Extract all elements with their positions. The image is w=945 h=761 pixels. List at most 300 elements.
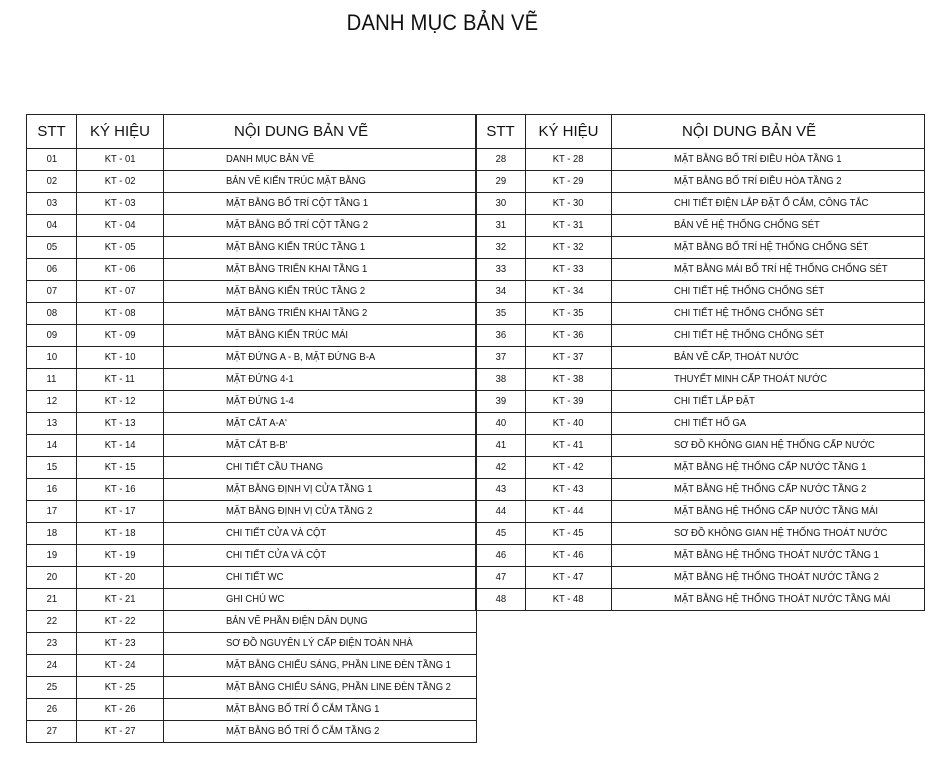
row-stt-cell (27, 721, 77, 743)
row-content: CHI TIẾT CỬA VÀ CỘT (226, 527, 327, 539)
row-content: SƠ ĐỒ NGUYÊN LÝ CẤP ĐIỆN TOÀN NHÀ (226, 637, 413, 649)
row-content: GHI CHÚ WC (226, 593, 285, 605)
row-code-cell (77, 347, 164, 369)
row-code-cell (526, 435, 612, 457)
table-row (476, 149, 925, 171)
row-content-cell (164, 413, 477, 435)
row-code-cell (526, 457, 612, 479)
row-code-cell (526, 369, 612, 391)
row-stt: 44 (495, 505, 506, 517)
row-code: KT - 23 (104, 637, 136, 649)
row-stt-cell (27, 193, 77, 215)
row-stt-cell (476, 171, 526, 193)
row-stt-cell (27, 457, 77, 479)
row-content-cell (164, 457, 477, 479)
row-content: CHI TIẾT HỆ THỐNG CHỐNG SÉT (674, 307, 825, 319)
row-stt-cell (27, 347, 77, 369)
row-stt: 08 (46, 307, 57, 319)
row-content: MẶT ĐỨNG 4-1 (226, 373, 294, 385)
row-content: MẶT BẰNG HỆ THỐNG CẤP NƯỚC TẦNG 1 (674, 461, 867, 473)
row-code-cell (77, 589, 164, 611)
row-code-cell (77, 391, 164, 413)
row-content-cell (164, 259, 477, 281)
row-stt-cell (27, 215, 77, 237)
row-content-cell (612, 523, 925, 545)
row-code-cell (526, 501, 612, 523)
row-stt-cell (27, 259, 77, 281)
row-code: KT - 17 (104, 505, 136, 517)
row-stt-cell (476, 193, 526, 215)
row-code: KT - 01 (104, 153, 136, 165)
row-stt-cell (476, 391, 526, 413)
row-content: MẶT BẰNG ĐỊNH VỊ CỬA TẦNG 2 (226, 505, 373, 517)
row-stt-cell (476, 501, 526, 523)
table-row (27, 281, 477, 303)
row-content: CHI TIẾT HỆ THỐNG CHỐNG SÉT (674, 285, 825, 297)
row-content-cell (612, 171, 925, 193)
row-content: MẶT ĐỨNG A - B, MẶT ĐỨNG B-A (226, 351, 376, 363)
row-stt: 21 (46, 593, 57, 605)
row-content: MẶT BẰNG BỐ TRÍ CỘT TẦNG 1 (226, 197, 369, 209)
row-stt: 29 (495, 175, 506, 187)
row-stt-cell (476, 281, 526, 303)
row-stt: 36 (495, 329, 506, 341)
row-content-cell (612, 237, 925, 259)
row-code-cell (77, 435, 164, 457)
row-content: MẶT BẰNG BỐ TRÍ ĐIỀU HÒA TẦNG 1 (674, 153, 842, 165)
row-content-cell (164, 699, 477, 721)
table-header-row (27, 115, 477, 149)
row-stt: 33 (495, 263, 506, 275)
row-content: MẶT BẰNG HỆ THỐNG THOÁT NƯỚC TẦNG 1 (674, 549, 879, 561)
row-content-cell (164, 347, 477, 369)
row-stt: 40 (495, 417, 506, 429)
row-code-cell (526, 479, 612, 501)
table-row (27, 325, 477, 347)
row-stt: 32 (495, 241, 506, 253)
row-code: KT - 22 (104, 615, 136, 627)
table-row (27, 435, 477, 457)
header-content: NỘI DUNG BẢN VẼ (164, 115, 477, 149)
row-stt-cell (476, 303, 526, 325)
row-content: CHI TIẾT CẦU THANG (226, 461, 324, 473)
row-stt-cell (27, 545, 77, 567)
row-stt: 19 (46, 549, 57, 561)
row-content: CHI TIẾT ĐIỆN LẮP ĐẶT Ổ CẮM, CÔNG TẮC (674, 197, 869, 209)
row-stt-cell (476, 523, 526, 545)
table-row (476, 523, 925, 545)
row-stt-cell (476, 567, 526, 589)
row-content-cell (164, 501, 477, 523)
table-row (476, 413, 925, 435)
row-stt: 24 (46, 659, 57, 671)
row-code-cell (77, 149, 164, 171)
row-code: KT - 42 (553, 461, 584, 473)
row-content: MẶT BẰNG KIẾN TRÚC MÁI (226, 329, 348, 341)
row-code-cell (77, 259, 164, 281)
row-content-cell (164, 237, 477, 259)
row-stt-cell (476, 369, 526, 391)
row-stt: 05 (46, 241, 57, 253)
row-stt-cell (27, 413, 77, 435)
table-row (476, 501, 925, 523)
row-code: KT - 28 (553, 153, 584, 165)
row-stt: 42 (495, 461, 506, 473)
table-row (476, 215, 925, 237)
row-code: KT - 36 (553, 329, 584, 341)
row-content: MẶT BẰNG BỐ TRÍ CỘT TẦNG 2 (226, 219, 369, 231)
table-row (476, 171, 925, 193)
row-content: MẶT BẰNG MÁI BỐ TRÍ HỆ THỐNG CHỐNG SÉT (674, 263, 888, 275)
row-content-cell (164, 303, 477, 325)
row-stt-cell (476, 237, 526, 259)
row-content-cell (164, 281, 477, 303)
row-code: KT - 37 (553, 351, 584, 363)
row-content: MẶT CẮT A-A' (226, 417, 287, 429)
row-content-cell (164, 193, 477, 215)
row-stt: 13 (46, 417, 57, 429)
row-stt: 06 (46, 263, 57, 275)
row-content: MẶT BẰNG HỆ THỐNG THOÁT NƯỚC TẦNG 2 (674, 571, 879, 583)
row-content: MẶT BẰNG TRIỂN KHAI TẦNG 2 (226, 307, 368, 319)
row-stt: 03 (46, 197, 57, 209)
row-content-cell (612, 149, 925, 171)
row-stt-cell (27, 655, 77, 677)
row-code: KT - 24 (104, 659, 136, 671)
table-row (27, 215, 477, 237)
table-row (27, 149, 477, 171)
row-content-cell (612, 215, 925, 237)
table-row (27, 369, 477, 391)
table-row (476, 369, 925, 391)
row-code: KT - 20 (104, 571, 136, 583)
row-code: KT - 30 (553, 197, 584, 209)
table-row (27, 699, 477, 721)
row-content-cell (612, 589, 925, 611)
row-content-cell (612, 413, 925, 435)
row-stt-cell (27, 589, 77, 611)
row-code-cell (526, 325, 612, 347)
row-stt: 25 (46, 681, 57, 693)
row-content-cell (612, 435, 925, 457)
row-content: MẶT BẰNG CHIẾU SÁNG, PHẦN LINE ĐÈN TẦNG 1 (226, 659, 451, 671)
row-stt: 12 (46, 395, 57, 407)
row-code-cell (526, 413, 612, 435)
row-content-cell (164, 589, 477, 611)
table-row (27, 237, 477, 259)
row-content-cell (612, 501, 925, 523)
row-stt: 43 (495, 483, 506, 495)
row-code: KT - 45 (553, 527, 584, 539)
row-content-cell (612, 303, 925, 325)
row-stt-cell (27, 567, 77, 589)
table-header-row (476, 115, 925, 149)
table-row (27, 479, 477, 501)
row-stt: 45 (495, 527, 506, 539)
row-stt: 20 (46, 571, 57, 583)
row-code: KT - 15 (104, 461, 136, 473)
table-row (27, 567, 477, 589)
row-code: KT - 14 (104, 439, 136, 451)
table-row (476, 237, 925, 259)
page-title: DANH MỤC BẢN VẼ (346, 10, 539, 35)
row-code-cell (77, 171, 164, 193)
table-row (476, 479, 925, 501)
row-stt: 38 (495, 373, 506, 385)
row-code: KT - 35 (553, 307, 584, 319)
row-code: KT - 10 (104, 351, 136, 363)
row-code: KT - 07 (104, 285, 136, 297)
table-row (27, 193, 477, 215)
row-code-cell (77, 281, 164, 303)
table-row (476, 457, 925, 479)
row-content: MẶT BẰNG KIẾN TRÚC TẦNG 1 (226, 241, 366, 253)
row-code: KT - 33 (553, 263, 584, 275)
row-stt: 34 (495, 285, 506, 297)
row-code: KT - 29 (553, 175, 584, 187)
table-row (476, 391, 925, 413)
row-content-cell (612, 325, 925, 347)
row-code-cell (77, 567, 164, 589)
row-content-cell (164, 479, 477, 501)
row-stt-cell (27, 611, 77, 633)
row-stt: 39 (495, 395, 506, 407)
row-content-cell (612, 369, 925, 391)
row-stt-cell (27, 523, 77, 545)
row-stt-cell (476, 149, 526, 171)
row-content-cell (164, 545, 477, 567)
row-stt: 11 (46, 373, 57, 385)
table-row (27, 677, 477, 699)
row-stt-cell (476, 545, 526, 567)
row-code-cell (526, 171, 612, 193)
row-content: MẶT BẰNG HỆ THỐNG CẤP NƯỚC TẦNG MÁI (674, 505, 878, 517)
row-code: KT - 47 (553, 571, 584, 583)
table-row (27, 413, 477, 435)
table-row (27, 347, 477, 369)
row-stt-cell (27, 677, 77, 699)
table-row (476, 325, 925, 347)
row-content-cell (612, 259, 925, 281)
row-stt: 35 (495, 307, 506, 319)
table-row (27, 171, 477, 193)
row-code-cell (77, 457, 164, 479)
drawing-list-table-left (26, 114, 477, 743)
row-stt-cell (27, 303, 77, 325)
row-content: MẶT BẰNG BỐ TRÍ ĐIỀU HÒA TẦNG 2 (674, 175, 842, 187)
row-content: CHI TIẾT WC (226, 571, 284, 583)
row-code-cell (77, 369, 164, 391)
row-content-cell (164, 677, 477, 699)
row-stt-cell (27, 149, 77, 171)
row-stt-cell (476, 479, 526, 501)
row-stt: 09 (46, 329, 57, 341)
row-content-cell (612, 567, 925, 589)
row-content-cell (612, 457, 925, 479)
row-stt-cell (476, 589, 526, 611)
row-content-cell (164, 215, 477, 237)
row-code-cell (526, 391, 612, 413)
table-row (27, 721, 477, 743)
header-code: KÝ HIỆU (526, 115, 612, 149)
table-row (27, 259, 477, 281)
row-stt: 15 (46, 461, 57, 473)
row-content-cell (164, 567, 477, 589)
row-code: KT - 05 (104, 241, 136, 253)
row-stt: 23 (46, 637, 57, 649)
table-row (476, 193, 925, 215)
row-stt-cell (27, 479, 77, 501)
drawing-list-table-right (475, 114, 925, 611)
row-code-cell (526, 149, 612, 171)
row-code-cell (77, 677, 164, 699)
row-code-cell (77, 501, 164, 523)
row-content-cell (164, 435, 477, 457)
row-code: KT - 04 (104, 219, 136, 231)
row-content: BẢN VẼ KIẾN TRÚC MẶT BẰNG (226, 175, 366, 187)
row-content-cell (164, 369, 477, 391)
table-row (27, 611, 477, 633)
row-stt-cell (27, 391, 77, 413)
row-content-cell (612, 281, 925, 303)
table-row (476, 347, 925, 369)
row-code: KT - 03 (104, 197, 136, 209)
row-code: KT - 43 (553, 483, 584, 495)
header-content: NỘI DUNG BẢN VẼ (612, 115, 925, 149)
row-content-cell (612, 479, 925, 501)
table-row (27, 457, 477, 479)
row-stt-cell (27, 325, 77, 347)
table-row (27, 655, 477, 677)
row-code: KT - 41 (553, 439, 584, 451)
row-code: KT - 27 (104, 725, 136, 737)
row-content: MẶT BẰNG BỐ TRÍ Ổ CẮM TẦNG 2 (226, 725, 380, 737)
row-content: THUYẾT MINH CẤP THOÁT NƯỚC (674, 373, 828, 385)
row-content: BẢN VẼ HỆ THỐNG CHỐNG SÉT (674, 219, 820, 231)
row-code-cell (77, 413, 164, 435)
row-code-cell (77, 479, 164, 501)
row-code-cell (77, 325, 164, 347)
row-content: DANH MỤC BẢN VẼ (226, 153, 315, 165)
row-code: KT - 32 (553, 241, 584, 253)
row-code: KT - 39 (553, 395, 584, 407)
row-stt: 28 (495, 153, 506, 165)
row-code-cell (526, 215, 612, 237)
row-content: MẶT BẰNG HỆ THỐNG THOÁT NƯỚC TẦNG MÁI (674, 593, 891, 605)
row-content: BẢN VẼ PHẦN ĐIỆN DÂN DỤNG (226, 615, 368, 627)
row-stt-cell (27, 435, 77, 457)
row-code: KT - 44 (553, 505, 584, 517)
row-content-cell (164, 721, 477, 743)
row-content: CHI TIẾT LẮP ĐẶT (674, 395, 755, 407)
row-content: MẶT BẰNG KIẾN TRÚC TẦNG 2 (226, 285, 366, 297)
row-stt: 07 (46, 285, 57, 297)
row-stt-cell (27, 699, 77, 721)
row-content-cell (612, 545, 925, 567)
table-row (476, 303, 925, 325)
table-row (27, 633, 477, 655)
row-content-cell (164, 391, 477, 413)
row-stt: 01 (46, 153, 57, 165)
row-code: KT - 26 (104, 703, 136, 715)
row-content: CHI TIẾT HỆ THỐNG CHỐNG SÉT (674, 329, 825, 341)
row-content: MẶT BẰNG BỐ TRÍ Ổ CẮM TẦNG 1 (226, 703, 380, 715)
row-code-cell (77, 633, 164, 655)
table-row (476, 259, 925, 281)
row-content-cell (164, 655, 477, 677)
row-content-cell (164, 633, 477, 655)
row-code-cell (77, 193, 164, 215)
row-stt-cell (476, 347, 526, 369)
row-content: MẶT BẰNG CHIẾU SÁNG, PHẦN LINE ĐÈN TẦNG 2 (226, 681, 451, 693)
row-code-cell (526, 237, 612, 259)
row-stt: 04 (46, 219, 57, 231)
row-stt-cell (27, 633, 77, 655)
row-code: KT - 16 (104, 483, 136, 495)
row-code-cell (77, 215, 164, 237)
row-stt: 27 (46, 725, 57, 737)
row-stt: 17 (46, 505, 57, 517)
row-code: KT - 18 (104, 527, 136, 539)
table-row (476, 435, 925, 457)
row-stt-cell (476, 435, 526, 457)
row-content: MẶT CẮT B-B' (226, 439, 288, 451)
row-code-cell (77, 655, 164, 677)
row-content: SƠ ĐỒ KHÔNG GIAN HỆ THỐNG THOÁT NƯỚC (674, 527, 888, 539)
row-stt: 31 (495, 219, 506, 231)
table-row (27, 589, 477, 611)
row-code-cell (526, 303, 612, 325)
row-content-cell (612, 193, 925, 215)
row-content: CHI TIẾT CỬA VÀ CỘT (226, 549, 327, 561)
row-code-cell (526, 347, 612, 369)
row-content-cell (164, 171, 477, 193)
row-stt-cell (476, 215, 526, 237)
header-stt: STT (476, 115, 526, 149)
row-content: MẶT BẰNG BỐ TRÍ HỆ THỐNG CHỐNG SÉT (674, 241, 869, 253)
row-code: KT - 11 (104, 373, 136, 385)
row-stt: 46 (495, 549, 506, 561)
row-code-cell (77, 611, 164, 633)
row-code: KT - 19 (104, 549, 136, 561)
row-code: KT - 46 (553, 549, 584, 561)
table-row (27, 391, 477, 413)
row-content-cell (612, 347, 925, 369)
row-stt: 37 (495, 351, 506, 363)
row-code-cell (77, 699, 164, 721)
table-row (476, 589, 925, 611)
table-row (476, 281, 925, 303)
row-stt-cell (476, 325, 526, 347)
table-row (476, 567, 925, 589)
row-stt-cell (27, 281, 77, 303)
row-content: MẶT BẰNG ĐỊNH VỊ CỬA TẦNG 1 (226, 483, 373, 495)
row-code: KT - 31 (553, 219, 584, 231)
row-content: MẶT BẰNG TRIỂN KHAI TẦNG 1 (226, 263, 368, 275)
row-content: CHI TIẾT HỐ GA (674, 417, 747, 429)
row-code-cell (77, 545, 164, 567)
row-content: BẢN VẼ CẤP, THOÁT NƯỚC (674, 351, 799, 363)
row-code: KT - 09 (104, 329, 136, 341)
row-content: MẶT BẰNG HỆ THỐNG CẤP NƯỚC TẦNG 2 (674, 483, 867, 495)
row-code-cell (77, 303, 164, 325)
row-content-cell (164, 523, 477, 545)
row-stt: 22 (46, 615, 57, 627)
header-code: KÝ HIỆU (77, 115, 164, 149)
row-code: KT - 02 (104, 175, 136, 187)
row-code: KT - 12 (104, 395, 136, 407)
row-code: KT - 08 (104, 307, 136, 319)
